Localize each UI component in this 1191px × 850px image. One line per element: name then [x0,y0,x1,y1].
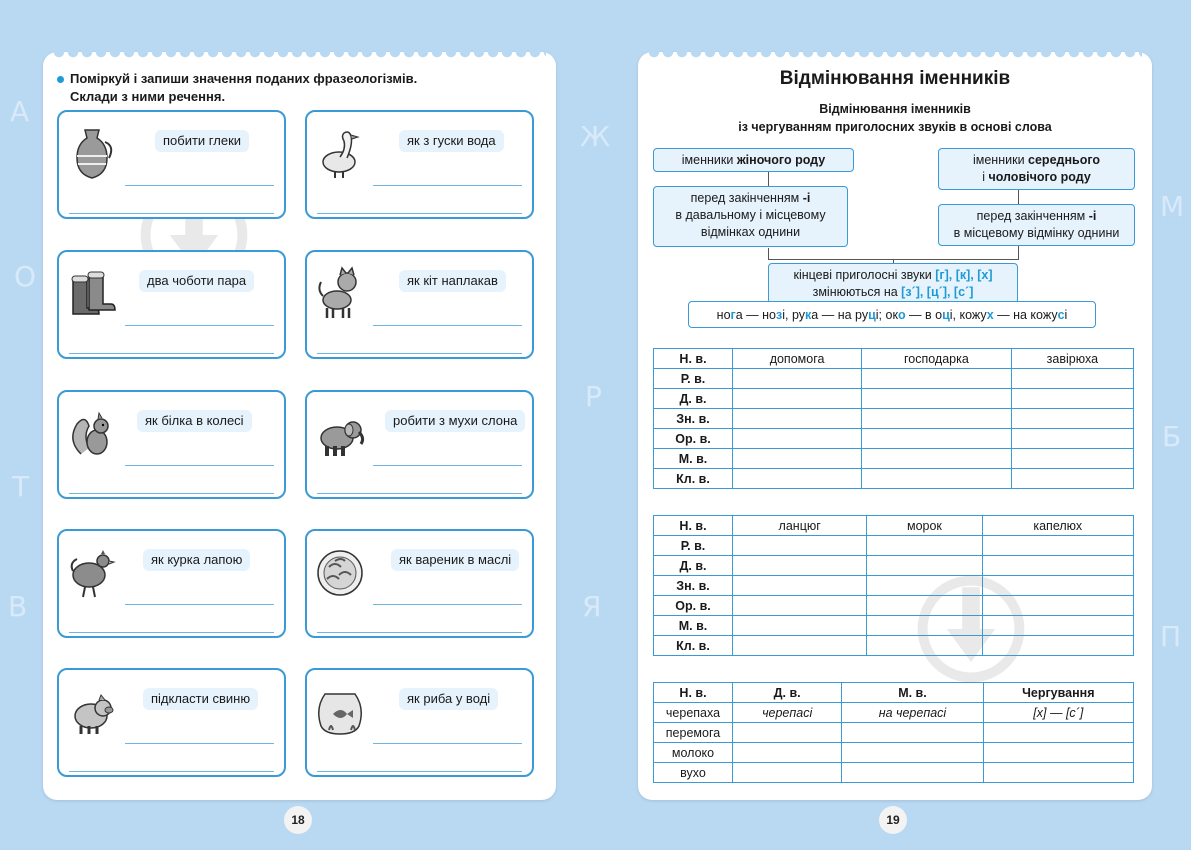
answer-cell[interactable] [982,616,1134,636]
scheme-example-box [688,301,1096,328]
header-cell: Чергування [983,683,1133,703]
answer-line [373,465,522,466]
phrase-label: як кіт наплакав [399,270,506,292]
scheme-text-bold: -і [1088,209,1097,223]
example-highlight: з [776,308,783,322]
answer-cell[interactable] [733,536,867,556]
answer-cell[interactable] [733,723,842,743]
example-cell: на черепасі [842,703,983,723]
answer-cell[interactable] [1011,449,1133,469]
phrase-label: як білка в колесі [137,410,252,432]
goose-icon [315,126,365,182]
answer-cell[interactable] [982,576,1134,596]
answer-line [69,771,274,772]
phrase-label: робити з мухи слона [385,410,525,432]
scheme-text-bold: -і [802,191,811,205]
answer-line [373,604,522,605]
workbook-page-right [638,52,1152,827]
example-text: — на кожу [993,308,1058,322]
answer-cell[interactable] [1011,389,1133,409]
answer-cell[interactable] [733,556,867,576]
scheme-text-highlight: [г], [к], [х] [935,268,993,282]
case-cell: Р. в. [654,369,733,389]
case-cell: Д. в. [654,556,733,576]
answer-cell[interactable] [733,636,867,656]
answer-cell[interactable] [983,763,1133,783]
elephant-icon [315,406,365,462]
bg-decoration: О [14,260,37,293]
example-highlight: ц [868,308,876,322]
answer-cell[interactable] [733,429,862,449]
word-cell: вухо [654,763,733,783]
bg-decoration: Р [585,380,602,413]
answer-cell[interactable] [867,596,982,616]
subtitle-line-2: із чергуванням приголосних звуків в основі слова [738,120,1052,134]
scheme-text-highlight: [з´], [ц´], [с´] [901,285,974,299]
table-row [654,536,1134,556]
hen-icon [67,545,117,601]
answer-line [317,353,522,354]
scheme-text: перед закінченням [976,209,1089,223]
case-cell: Ор. в. [654,596,733,616]
case-cell: Д. в. [654,389,733,409]
example-text: а — на ру [811,308,869,322]
scheme-box-feminine [653,148,854,172]
answer-cell[interactable] [733,763,842,783]
example-text: і, ру [782,308,806,322]
answer-cell[interactable] [862,389,1012,409]
answer-line [373,743,522,744]
example-highlight: с [1057,308,1065,322]
answer-cell[interactable] [1011,429,1133,449]
answer-line [373,325,522,326]
example-highlight: ц [942,308,950,322]
table-row [654,409,1134,429]
phrase-label: як з гуски вода [399,130,504,152]
phrase-card [305,668,534,777]
phrase-card [57,668,286,777]
example-text: но [716,308,731,322]
table-row [654,389,1134,409]
phrase-label: як вареник в маслі [391,549,519,571]
answer-cell[interactable] [1011,469,1133,489]
scheme-text: в давальному і місцевому [675,208,826,222]
word-cell: черепаха [654,703,733,723]
connector-line [1018,245,1019,259]
page-number: 18 [284,806,312,834]
table-row [654,723,1134,743]
answer-cell[interactable] [862,469,1012,489]
scheme-text: в місцевому відмінку однини [953,226,1120,240]
answer-cell[interactable] [983,743,1133,763]
scheme-box-right-rule [938,204,1135,246]
answer-cell[interactable] [842,763,983,783]
word-cell: завірюха [1011,349,1133,369]
case-cell: Н. в. [654,516,733,536]
answer-cell[interactable] [867,556,982,576]
case-cell: Кл. в. [654,469,733,489]
dumplings-icon [315,545,365,601]
spiral-binding [53,44,546,60]
bg-decoration: Т [12,470,30,503]
table-row [654,636,1134,656]
answer-cell[interactable] [733,469,862,489]
pig-icon [67,684,117,740]
answer-cell[interactable] [867,636,982,656]
phrase-card [57,529,286,638]
phrase-card [305,529,534,638]
case-cell: М. в. [654,449,733,469]
answer-cell[interactable] [982,636,1134,656]
phrase-card [305,110,534,219]
word-cell: господарка [862,349,1012,369]
case-cell: Зн. в. [654,409,733,429]
scheme-box-neuter-masculine [938,148,1135,190]
table-row [654,576,1134,596]
case-cell: Зн. в. [654,576,733,596]
phrase-card [57,110,286,219]
answer-cell[interactable] [733,596,867,616]
example-highlight: о [897,308,906,322]
answer-cell[interactable] [862,429,1012,449]
header-cell: Н. в. [654,683,733,703]
answer-cell[interactable] [733,576,867,596]
table-header-row [654,683,1134,703]
answer-line [317,632,522,633]
table-row [654,616,1134,636]
case-cell: Н. в. [654,349,733,369]
answer-cell[interactable] [867,576,982,596]
connector-line [1018,189,1019,205]
answer-line [125,465,274,466]
answer-line [125,604,274,605]
scheme-box-left-rule [653,186,848,247]
answer-cell[interactable] [1011,369,1133,389]
answer-cell[interactable] [862,449,1012,469]
case-cell: Р. в. [654,536,733,556]
answer-cell[interactable] [862,369,1012,389]
word-cell: молоко [654,743,733,763]
phrase-card [305,250,534,359]
example-highlight: к [805,308,812,322]
cat-icon [315,266,365,322]
scheme-text-bold: жіночого роду [736,153,826,167]
word-cell: допомога [733,349,862,369]
word-cell: ланцюг [733,516,867,536]
answer-line [125,325,274,326]
phrase-card [305,390,534,499]
example-text: — в о [905,308,943,322]
declension-table-1 [653,348,1134,489]
bullet-icon [57,76,64,83]
answer-cell[interactable] [1011,409,1133,429]
answer-cell[interactable] [982,556,1134,576]
answer-line [317,771,522,772]
task-instruction [57,70,417,106]
scheme-text: іменники [681,153,737,167]
example-highlight: г [730,308,736,322]
answer-cell[interactable] [733,616,867,636]
alternation-table [653,682,1134,783]
table-row [654,469,1134,489]
case-cell: Ор. в. [654,429,733,449]
table-row [654,369,1134,389]
answer-line [125,743,274,744]
example-cell: черепасі [733,703,842,723]
answer-cell[interactable] [862,409,1012,429]
case-cell: М. в. [654,616,733,636]
answer-cell[interactable] [733,389,862,409]
phrase-label: підкласти свиню [143,688,258,710]
spiral-binding [648,44,1142,60]
answer-line [125,185,274,186]
table-row [654,556,1134,576]
word-cell: морок [867,516,982,536]
scheme-text: перед закінченням [690,191,803,205]
answer-cell[interactable] [982,596,1134,616]
phrase-card [57,390,286,499]
answer-line [317,213,522,214]
example-text: і, кожу [949,308,987,322]
answer-line [69,353,274,354]
task-line-2: Склади з ними речення. [70,89,226,104]
bg-decoration: В [8,590,28,623]
phrase-label: як риба у воді [399,688,498,710]
answer-line [373,185,522,186]
page-subtitle [638,100,1152,136]
answer-cell[interactable] [867,616,982,636]
task-line-1: Поміркуй і запиши значення поданих фразеологізмів. [70,71,418,86]
bg-decoration: П [1160,620,1182,653]
header-cell: М. в. [842,683,983,703]
bg-decoration: Ж [580,120,611,153]
bg-decoration: Б [1162,420,1182,453]
table-row [654,596,1134,616]
answer-line [69,213,274,214]
scheme-box-alternation [768,263,1018,304]
answer-line [317,493,522,494]
table-row [654,449,1134,469]
case-cell: Кл. в. [654,636,733,656]
example-text: а — но [735,308,777,322]
jug-icon [67,126,117,182]
connector-line [768,171,769,186]
table-header-row [654,516,1134,536]
answer-cell[interactable] [733,409,862,429]
example-text: і; ок [875,308,898,322]
page-number: 19 [879,806,907,834]
phrase-label: як курка лапою [143,549,250,571]
workbook-page-left [43,52,556,827]
squirrel-icon [67,406,117,462]
scheme-text: кінцеві приголосні звуки [793,268,936,282]
answer-cell[interactable] [983,723,1133,743]
answer-cell[interactable] [982,536,1134,556]
answer-cell[interactable] [867,536,982,556]
bg-decoration: М [1160,190,1185,223]
scheme-text: і [982,170,989,184]
answer-line [69,493,274,494]
answer-line [69,632,274,633]
scheme-text: відмінках однини [700,225,801,239]
header-cell: Д. в. [733,683,842,703]
example-text: і [1064,308,1068,322]
page-title: Відмінювання іменників [779,68,1011,89]
table-row [654,703,1134,723]
table-header-row [654,349,1134,369]
subtitle-line-1: Відмінювання іменників [819,102,971,116]
boots-icon [67,266,117,322]
example-highlight: х [986,308,994,322]
declension-table-2 [653,515,1134,656]
fishbowl-icon [315,684,365,740]
answer-cell[interactable] [733,743,842,763]
table-row [654,763,1134,783]
scheme-text-bold: чоловічого роду [988,170,1091,184]
answer-cell[interactable] [842,743,983,763]
phrase-card [57,250,286,359]
scheme-text-bold: середнього [1028,153,1101,167]
table-row [654,743,1134,763]
example-cell: [х] — [с´] [983,703,1133,723]
answer-cell[interactable] [842,723,983,743]
answer-cell[interactable] [733,449,862,469]
table-row [654,429,1134,449]
bg-decoration: Я [582,590,602,623]
word-cell: перемога [654,723,733,743]
scheme-text: змінюються на [812,285,902,299]
phrase-label: два чоботи пара [139,270,254,292]
word-cell: капелюх [982,516,1134,536]
answer-cell[interactable] [733,369,862,389]
phrase-label: побити глеки [155,130,249,152]
scheme-text: іменники [972,153,1029,167]
bg-decoration: А [10,95,30,128]
